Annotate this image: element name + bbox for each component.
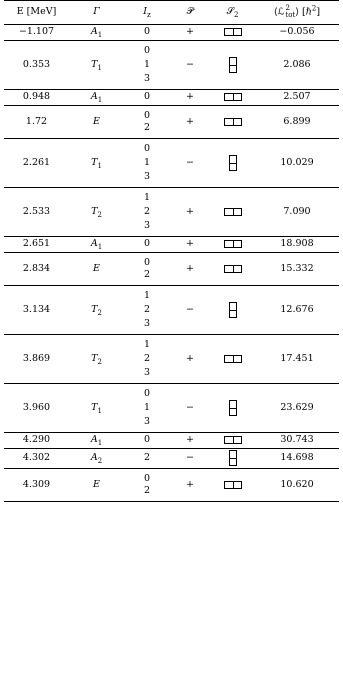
header-iz [124,0,170,24]
antisymmetric-tableau-icon [229,302,237,318]
table-row [4,334,339,383]
gamma-value [91,60,102,70]
ltot-cell [255,252,339,285]
iz-cell [124,285,170,334]
gamma-value [93,264,100,274]
ltot-value: 30.743 [280,434,314,446]
gamma-symbol: T [91,352,98,364]
ltot-value: 6.899 [283,115,311,127]
iz-value: 2 [143,452,151,464]
parity-cell [170,448,210,468]
table-row [4,252,339,285]
iz-value: 1 [143,290,151,301]
energy-cell [4,24,69,40]
parity-value: + [186,238,194,250]
iz-value: 2 [143,268,151,280]
symmetric-tableau-icon [224,28,242,36]
header-s2-sub: 2 [233,11,239,20]
table-row [4,468,339,501]
ltot-cell [255,24,339,40]
gamma-value [91,305,102,315]
symmetric-tableau-icon [224,208,242,216]
iz-cell [124,138,170,187]
parity-value: + [186,205,194,217]
iz-value: 1 [143,339,151,350]
gamma-value [91,207,102,217]
energy-value: 1.72 [25,115,48,127]
energy-value: 4.302 [22,452,51,464]
header-iz-label: I [143,6,148,18]
iz-value: 0 [143,26,151,38]
iz-list [144,285,150,334]
iz-value: 2 [143,121,151,133]
iz-value: 0 [143,434,151,446]
antisymmetric-tableau-icon [229,155,237,171]
iz-value: 1 [143,156,151,168]
iz-list [144,138,150,187]
parity-value: + [186,115,194,127]
gamma-symbol: T [91,401,98,413]
gamma-value [90,91,103,105]
table-row [4,448,339,468]
tableau-cell [210,40,255,89]
table-rule [4,383,339,384]
gamma-subscript: 1 [97,243,103,252]
iz-value: 0 [143,238,151,250]
gamma-subscript: 1 [97,161,102,170]
iz-value: 2 [143,303,151,315]
ltot-cell [255,105,339,138]
symmetric-tableau-icon [224,265,242,273]
ltot-cell [255,448,339,468]
iz-value: 3 [143,72,151,84]
table-row [4,432,339,448]
gamma-subscript: 1 [97,96,103,105]
gamma-cell [69,334,124,383]
symmetric-tableau-icon [224,481,242,489]
table-rule [4,432,339,433]
iz-cell [124,252,170,285]
iz-value: 3 [143,219,151,231]
gamma-cell [69,105,124,138]
ltot-cell [255,138,339,187]
header-parity-label: 𝒫 [186,6,194,18]
gamma-symbol: A [90,452,98,464]
parity-cell [170,383,210,432]
gamma-cell [69,40,124,89]
ltot-cell [255,40,339,89]
tableau-cell [210,334,255,383]
parity-cell [170,24,210,40]
parity-cell [170,105,210,138]
header-parity [170,0,210,24]
iz-value: 3 [143,317,151,329]
ltot-value: 23.629 [280,401,314,413]
ltot-value: 18.908 [280,238,314,250]
gamma-value [90,238,103,252]
table-header [4,0,339,24]
parity-value: + [186,352,194,364]
parity-value: + [186,91,194,103]
energy-cell [4,252,69,285]
energy-value: 3.869 [22,352,51,364]
energy-value: 2.651 [22,238,51,250]
tableau-cell [210,252,255,285]
table-row [4,285,339,334]
table-row [4,40,339,89]
ltot-value: 12.676 [280,303,314,315]
iz-cell [124,236,170,252]
energy-cell [4,468,69,501]
parity-value: − [186,452,194,464]
parity-cell [170,40,210,89]
gamma-cell [69,448,124,468]
parity-cell [170,285,210,334]
symmetric-tableau-icon [224,93,242,101]
table-row [4,24,339,40]
header-gamma-label: Γ [93,6,100,18]
parity-value: + [186,26,194,38]
gamma-subscript: 2 [97,308,102,317]
iz-cell [124,105,170,138]
gamma-cell [69,89,124,105]
iz-value: 0 [143,388,151,399]
energy-value: 0.353 [22,58,51,70]
energy-value: 4.290 [22,434,51,446]
ltot-value: 14.698 [280,452,314,464]
gamma-cell [69,252,124,285]
iz-cell [124,89,170,105]
header-gamma [69,0,124,24]
gamma-symbol: T [91,205,98,217]
ltot-cell [255,468,339,501]
iz-value: 2 [143,352,151,364]
ltot-value: 7.090 [283,205,311,217]
header-ltot-sup2: 2 [311,4,317,13]
gamma-symbol: T [91,58,98,70]
ltot-cell [255,383,339,432]
header-s2 [210,0,255,24]
iz-list [144,468,150,501]
tableau-cell [210,105,255,138]
iz-value: 2 [143,484,151,496]
gamma-value [91,354,102,364]
gamma-cell [69,285,124,334]
parity-cell [170,89,210,105]
parity-cell [170,236,210,252]
gamma-cell [69,432,124,448]
ltot-value: 17.451 [280,352,314,364]
parity-value: − [186,156,194,168]
ltot-cell [255,285,339,334]
iz-cell [124,187,170,236]
energy-cell [4,383,69,432]
energy-value: 4.309 [22,478,51,490]
energy-cell [4,285,69,334]
header-ltot-left: ⟨ℒ [273,6,285,18]
ltot-value: 2.086 [283,58,311,70]
parity-cell [170,334,210,383]
tableau-cell [210,432,255,448]
energy-value: −1.107 [18,26,55,38]
gamma-subscript: 2 [97,457,103,466]
energy-value: 3.134 [22,303,51,315]
gamma-cell [69,138,124,187]
ltot-cell [255,432,339,448]
table-rule [4,0,339,1]
gamma-value [93,117,100,127]
gamma-cell [69,383,124,432]
table-rule [4,285,339,286]
iz-list [144,252,150,285]
tableau-cell [210,448,255,468]
ltot-value: 15.332 [280,262,314,274]
iz-value: 1 [143,192,151,203]
header-ltot-right: ⟩ [ℏ [295,6,312,18]
tableau-cell [210,187,255,236]
iz-cell [124,24,170,40]
energy-value: 0.948 [22,91,51,103]
gamma-cell [69,468,124,501]
header-s2-label: 𝒮 [226,6,234,18]
table-rule [4,24,339,25]
energy-cell [4,448,69,468]
antisymmetric-tableau-icon [229,57,237,73]
parity-value: + [186,262,194,274]
iz-value: 3 [143,415,151,427]
iz-value: 0 [143,110,151,121]
tableau-cell [210,236,255,252]
iz-value: 0 [143,473,151,484]
iz-value: 1 [143,401,151,413]
header-ltot-sup: 2 [285,4,290,12]
table-rule [4,334,339,335]
parity-value: + [186,478,194,490]
energy-cell [4,138,69,187]
gamma-subscript: 2 [97,357,102,366]
gamma-symbol: A [90,238,98,250]
iz-value: 2 [143,205,151,217]
energy-cell [4,40,69,89]
table-rule [4,138,339,139]
iz-value: 0 [143,143,151,154]
symmetric-tableau-icon [224,436,242,444]
iz-cell [124,40,170,89]
gamma-symbol: T [91,156,98,168]
ltot-value: 10.620 [280,478,314,490]
gamma-value [90,452,103,466]
parity-value: − [186,58,194,70]
gamma-subscript: 1 [97,63,102,72]
table-rule [4,448,339,449]
gamma-cell [69,24,124,40]
header-energy-label: E [MeV] [16,6,57,18]
table-row [4,187,339,236]
symmetric-tableau-icon [224,355,242,363]
ltot-cell [255,334,339,383]
parity-value: − [186,303,194,315]
table-rule [4,40,339,41]
iz-cell [124,432,170,448]
table-rule [4,89,339,90]
table-row [4,138,339,187]
gamma-symbol: E [93,262,100,274]
gamma-value [90,26,103,40]
energy-value: 3.960 [22,401,51,413]
table-rule [4,252,339,253]
header-ltot-sub: tot [285,11,296,19]
antisymmetric-tableau-icon [229,400,237,416]
iz-value: 3 [143,170,151,182]
parity-value: + [186,434,194,446]
ltot-cell [255,187,339,236]
energy-cell [4,432,69,448]
parity-cell [170,252,210,285]
iz-list [144,383,150,432]
ltot-value: 2.507 [283,91,311,103]
tableau-cell [210,383,255,432]
table-row [4,383,339,432]
tableau-cell [210,138,255,187]
table-rule [4,468,339,469]
iz-cell [124,383,170,432]
table-rule [4,105,339,106]
ltot-cell [255,236,339,252]
gamma-subscript: 1 [97,439,103,448]
gamma-cell [69,236,124,252]
gamma-value [91,158,102,168]
energy-value: 2.834 [22,262,51,274]
energy-cell [4,236,69,252]
iz-value: 1 [143,58,151,70]
energy-cell [4,187,69,236]
parity-cell [170,138,210,187]
gamma-value [91,403,102,413]
table-rule [4,236,339,237]
iz-value: 0 [143,45,151,56]
table-row [4,236,339,252]
tableau-cell [210,468,255,501]
energy-value: 2.261 [22,156,51,168]
gamma-value [90,434,103,448]
iz-cell [124,448,170,468]
iz-list [144,40,150,89]
gamma-subscript: 2 [97,210,102,219]
energy-cell [4,334,69,383]
antisymmetric-tableau-icon [229,450,237,466]
tableau-cell [210,24,255,40]
parity-cell [170,187,210,236]
gamma-subscript: 1 [97,31,103,40]
ltot-value: −0.056 [279,26,315,38]
iz-value: 0 [143,91,151,103]
table-row [4,89,339,105]
tableau-cell [210,89,255,105]
energy-cell [4,89,69,105]
energy-cell [4,105,69,138]
gamma-symbol: A [90,91,98,103]
symmetric-tableau-icon [224,118,242,126]
iz-cell [124,468,170,501]
gamma-symbol: E [93,115,100,127]
table-row [4,105,339,138]
gamma-cell [69,187,124,236]
gamma-subscript: 1 [97,406,102,415]
energy-value: 2.533 [22,205,51,217]
table-rule [4,187,339,188]
table-rule [4,501,339,502]
tableau-cell [210,285,255,334]
parity-cell [170,468,210,501]
gamma-symbol: A [90,26,98,38]
gamma-symbol: A [90,434,98,446]
iz-list [144,187,150,236]
iz-value: 3 [143,366,151,378]
parity-cell [170,432,210,448]
header-ltot [255,0,339,24]
ltot-value: 10.029 [280,156,314,168]
iz-list [144,105,150,138]
gamma-symbol: T [91,303,98,315]
iz-cell [124,334,170,383]
gamma-symbol: E [93,478,100,490]
header-energy [4,0,69,24]
header-iz-sub: z [147,11,151,20]
iz-value: 0 [143,257,151,268]
header-ltot-end: ] [316,6,321,18]
ltot-cell [255,89,339,105]
symmetric-tableau-icon [224,240,242,248]
iz-list [144,334,150,383]
parity-value: − [186,401,194,413]
gamma-value [93,480,100,490]
